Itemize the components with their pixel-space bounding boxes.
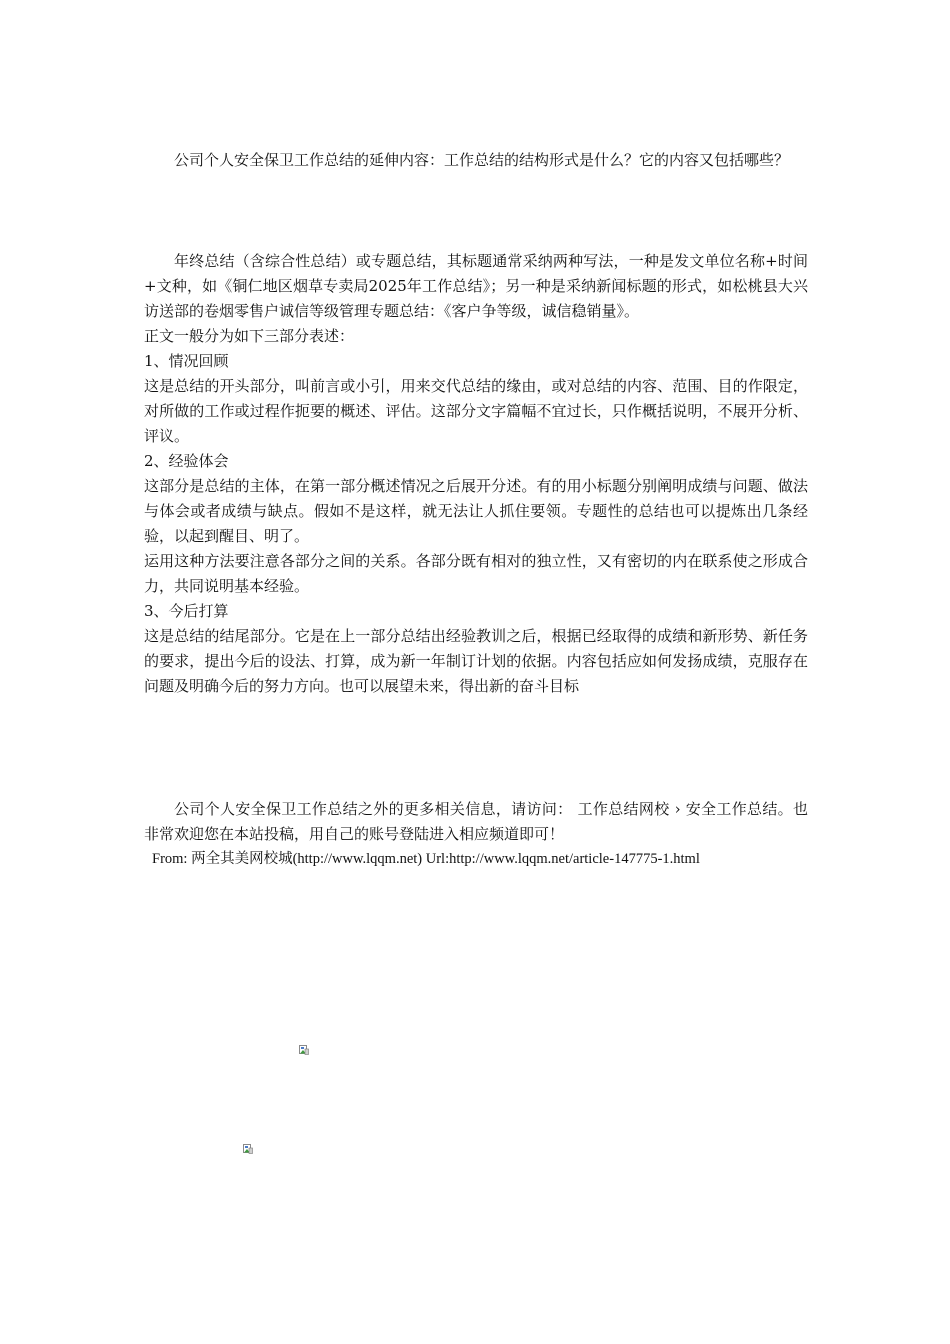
broken-image-icon bbox=[299, 1045, 309, 1055]
section-heading-plan: 3、今后打算 bbox=[144, 602, 229, 620]
section-text-review: 这是总结的开头部分，叫前言或小引，用来交代总结的缘由，或对总结的内容、范围、目的作限定，对所做的工作或过程作扼要的概述、评估。这部分文字篇幅不宜过长，只作概括说明，不展开分析、评议。 bbox=[144, 377, 808, 445]
source-line[interactable]: From: 两全其美网校城(http://www.lqqm.net) Url:http://www.lqqm.net/article-147775-1.html bbox=[152, 851, 700, 867]
section-text-experience: 这部分是总结的主体，在第一部分概述情况之后展开分述。有的用小标题分别阐明成绩与问题、做法与体会或者成绩与缺点。假如不是这样，就无法让人抓住要领。专题性的总结也可以提炼出几条经验，以起到醒目、明了。 bbox=[144, 477, 808, 545]
section-heading-experience: 2、经验体会 bbox=[144, 452, 229, 470]
title-format-paragraph: 年终总结（含综合性总结）或专题总结，其标题通常采纳两种写法，一种是发文单位名称+时间+文种，如《铜仁地区烟草专卖局2025年工作总结》；另一种是采纳新闻标题的形式，如松桃县大兴访送部的卷烟零售户诚信等级管理专题总结：《客户争等级，诚信稳销量》。 bbox=[144, 252, 808, 320]
document-page bbox=[144, 0, 808, 1344]
section-text-plan: 这是总结的结尾部分。它是在上一部分总结出经验教训之后，根据已经取得的成绩和新形势、新任务的要求，提出今后的设法、打算，成为新一年制订计划的依据。内容包括应如何发扬成绩，克服存在问题及明确今后的努力方向。也可以展望未来，得出新的奋斗目标 bbox=[144, 627, 808, 695]
intro-paragraph: 公司个人安全保卫工作总结的延伸内容：工作总结的结构形式是什么？它的内容又包括哪些？ bbox=[174, 151, 790, 169]
body-structure-paragraph: 正文一般分为如下三部分表述： bbox=[144, 327, 355, 345]
section-heading-review: 1、情况回顾 bbox=[144, 352, 229, 370]
document-body bbox=[144, 249, 808, 699]
section-text-experience-method: 运用这种方法要注意各部分之间的关系。各部分既有相对的独立性，又有密切的内在联系使之形成合力，共同说明基本经验。 bbox=[144, 552, 808, 595]
footer-paragraph: 公司个人安全保卫工作总结之外的更多相关信息，请访问： 工作总结网校 › 安全工作总结。也非常欢迎您在本站投稿，用自己的账号登陆进入相应频道即可！ bbox=[144, 800, 808, 843]
broken-image-icon bbox=[243, 1144, 253, 1154]
footer-section bbox=[144, 797, 808, 872]
